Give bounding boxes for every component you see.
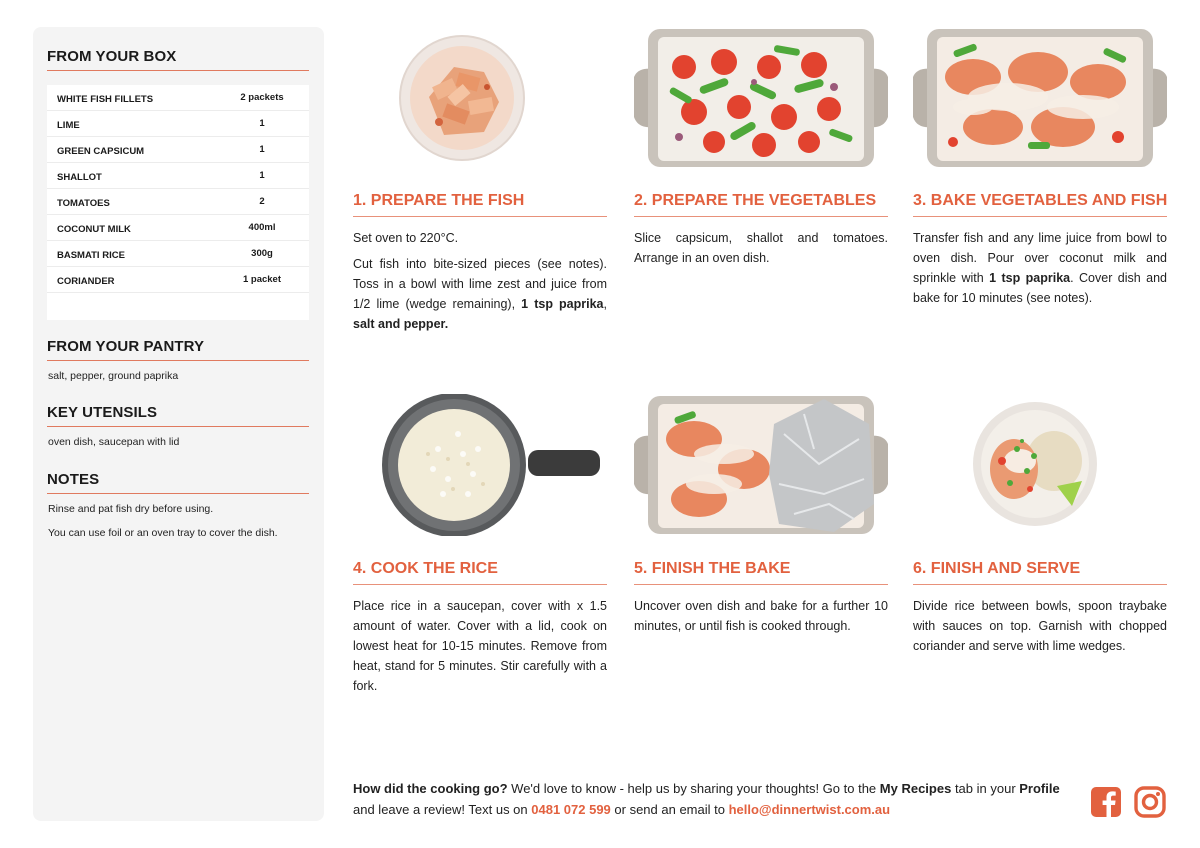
ingredient-name: BASMATI RICE	[57, 250, 125, 261]
table-row	[47, 111, 309, 137]
feedback-question: How did the cooking go?	[353, 781, 508, 796]
divider	[634, 216, 888, 217]
table-row	[47, 241, 309, 267]
step-5-text	[634, 596, 888, 642]
step-4-text	[353, 596, 607, 702]
table-row	[47, 163, 309, 189]
step-paragraph: Divide rice between bowls, spoon traybake with sauces on top. Garnish with chopped coriander and serve with lime wedges.	[913, 599, 1167, 653]
utensils-text: oven dish, saucepan with lid	[48, 436, 180, 448]
instagram-icon[interactable]	[1134, 786, 1166, 818]
ingredient-name: SHALLOT	[57, 172, 102, 183]
step-paragraph: Uncover oven dish and bake for a further 10 minutes, or until fish is cooked through.	[634, 599, 888, 633]
ingredient-qty: 1	[259, 170, 265, 181]
ingredient-qty: 300g	[251, 248, 273, 259]
ingredient-qty: 1	[259, 118, 265, 129]
step-6-title: 6. FINISH AND SERVE	[913, 560, 1081, 577]
divider	[353, 584, 607, 585]
step-3-text	[913, 228, 1167, 314]
step-paragraph: Transfer fish and any lime juice from bowl to oven dish. Pour over coconut milk and sprinkle with 1 tsp paprika. Cover dish and bake for 10 minutes (see notes).	[913, 231, 1167, 305]
ingredient-qty: 1 packet	[242, 274, 282, 285]
divider	[353, 216, 607, 217]
step-6-text	[913, 596, 1167, 662]
fish-bowl-image	[399, 27, 526, 169]
step-3-title: 3. BAKE VEGETABLES AND FISH	[913, 192, 1168, 209]
feedback-footer: How did the cooking go? We'd love to know - help us by sharing your thoughts! Go to the My Recipes tab in your Profile and leave a review! Text us on 0481 072 599 or send an email to hello@dinnertwist.com.au	[353, 781, 1060, 817]
ingredient-name: COCONUT MILK	[57, 224, 131, 235]
step-paragraph: Place rice in a saucepan, cover with x 1.5 amount of water. Cover with a lid, cook on lowest heat for 10-15 minutes. Remove from heat, stand for 5 minutes. Stir carefully with a fork.	[353, 599, 607, 693]
utensils-title: KEY UTENSILS	[47, 404, 158, 421]
table-row	[47, 137, 309, 163]
table-row	[47, 85, 309, 111]
served-bowl-image	[972, 401, 1098, 527]
box-ingredients-table	[47, 85, 309, 320]
ingredient-name: TOMATOES	[57, 198, 110, 209]
ingredient-qty: 400ml	[248, 222, 276, 233]
divider	[47, 426, 309, 427]
step-2-title: 2. PREPARE THE VEGETABLES	[634, 192, 877, 209]
note-item: Rinse and pat fish dry before using.	[48, 503, 214, 515]
divider	[913, 216, 1167, 217]
step-1-text	[353, 228, 607, 340]
ingredient-name: CORIANDER	[57, 276, 115, 287]
divider	[634, 584, 888, 585]
divider	[47, 70, 309, 71]
phone-link[interactable]: 0481 072 599	[531, 802, 611, 817]
my-recipes-link[interactable]: My Recipes	[879, 781, 952, 796]
box-title: FROM YOUR BOX	[47, 48, 177, 65]
step-1-title: 1. PREPARE THE FISH	[353, 192, 525, 209]
ingredient-name: LIME	[57, 120, 80, 131]
finished-bake-image	[634, 394, 888, 536]
divider	[47, 493, 309, 494]
step-5-title: 5. FINISH THE BAKE	[634, 560, 791, 577]
note-item: You can use foil or an oven tray to cover the dish.	[48, 527, 278, 539]
step-4-title: 4. COOK THE RICE	[353, 560, 498, 577]
profile-link[interactable]: Profile	[1019, 781, 1060, 796]
pantry-title: FROM YOUR PANTRY	[47, 338, 205, 355]
ingredient-qty: 2	[259, 196, 265, 207]
email-link[interactable]: hello@dinnertwist.com.au	[728, 802, 891, 817]
table-row	[47, 267, 309, 293]
vegetable-tray-image	[634, 27, 888, 169]
ingredient-qty: 1	[259, 144, 265, 155]
fish-bake-image	[913, 27, 1167, 169]
table-row	[47, 189, 309, 215]
rice-pan-image	[378, 394, 600, 536]
ingredient-name: WHITE FISH FILLETS	[57, 94, 154, 105]
step-2-text	[634, 228, 888, 274]
facebook-icon[interactable]	[1090, 786, 1122, 818]
step-paragraph: Cut fish into bite-sized pieces (see notes). Toss in a bowl with lime zest and juice from 1/2 lime (wedge remaining), 1 tsp paprika, salt and pepper.	[353, 257, 607, 331]
divider	[913, 584, 1167, 585]
step-paragraph: Set oven to 220°C.	[353, 231, 459, 245]
pantry-text: salt, pepper, ground paprika	[48, 370, 179, 382]
ingredients-sidebar	[33, 27, 324, 821]
step-paragraph: Slice capsicum, shallot and tomatoes. Arrange in an oven dish.	[634, 231, 888, 265]
ingredient-name: GREEN CAPSICUM	[57, 146, 145, 157]
notes-title: NOTES	[47, 471, 100, 488]
ingredient-qty: 2 packets	[240, 92, 284, 103]
divider	[47, 360, 309, 361]
table-row	[47, 215, 309, 241]
